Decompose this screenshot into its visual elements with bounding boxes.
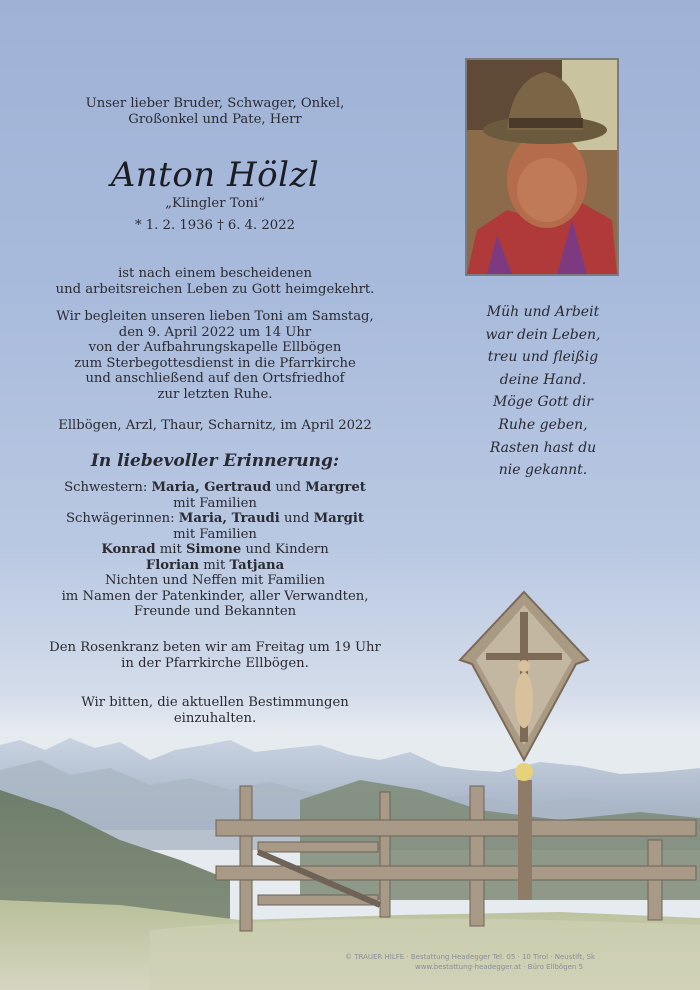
rosary-notice <box>40 640 390 671</box>
verse-line: Möge Gott dir <box>493 394 593 411</box>
rules-note: Wir bitten, die aktuellen Bestimmungen einzuhalten. <box>81 695 349 726</box>
memorial-verse <box>458 301 628 482</box>
mourners-konrad: Konrad mit Simone und Kindern <box>101 542 329 557</box>
funeral-line: von der Aufbahrungskapelle Ellbögen <box>88 340 342 355</box>
nickname-dates-block <box>40 196 390 233</box>
verse-line: Ruhe geben, <box>498 416 588 433</box>
verse-line: nie gekannt. <box>498 462 588 479</box>
places-date: Ellbögen, Arzl, Thaur, Scharnitz, im April 2022 <box>58 418 372 433</box>
intro-block <box>40 96 390 127</box>
rosary-line: Den Rosenkranz beten wir am Freitag um 19 Uhr <box>49 640 381 655</box>
footer-imprint <box>345 952 700 972</box>
footer-line: © TRAUER HILFE · Bestattung Headegger Tel. 05 · 10 Tirol · Neustift, Sk <box>345 953 596 961</box>
funeral-line: Wir begleiten unseren lieben Toni am Samstag, <box>56 309 374 324</box>
mourners-sisters: Schwestern: Maria, Gertraud und Margret <box>64 480 366 495</box>
funeral-line: den 9. April 2022 um 14 Uhr <box>118 324 312 340</box>
verse-line: war dein Leben, <box>485 326 601 343</box>
mourners-friends: Freunde und Bekannten <box>133 604 297 619</box>
life-dates: * 1. 2. 1936 † 6. 4. 2022 <box>135 217 295 233</box>
mourners-sisters-in-law: Schwägerinnen: Maria, Traudi und Margit <box>66 511 364 526</box>
death-notice-line: und arbeitsreichen Leben zu Gott heimgekehrt. <box>55 281 375 297</box>
verse-line: treu und fleißig <box>487 349 599 366</box>
footer-line: www.bestattung-headegger.at · Büro Ellbögen 5 <box>415 963 584 971</box>
mourners-godchildren: im Namen der Patenkinder, aller Verwandten, <box>61 588 369 604</box>
mourners-florian: Florian mit Tatjana <box>145 557 285 573</box>
mourners-families: mit Familien <box>173 526 257 542</box>
memory-title: In liebevoller Erinnerung: <box>90 451 340 471</box>
funeral-line: zum Sterbegottesdienst in die Pfarrkirche <box>74 355 356 371</box>
mourners-list <box>40 480 390 620</box>
verse-line: Rasten hast du <box>489 439 597 456</box>
mourners-nieces: Nichten und Neffen mit Familien <box>104 573 326 588</box>
verse-line: Müh und Arbeit <box>486 304 600 320</box>
portrait-photo <box>465 58 619 276</box>
rosary-line: in der Pfarrkirche Ellbögen. <box>121 655 309 671</box>
deceased-name: Anton Hölzl <box>110 155 320 195</box>
death-notice <box>40 266 390 297</box>
funeral-line: zur letzten Ruhe. <box>157 386 273 402</box>
verse-line: deine Hand. <box>499 371 587 388</box>
intro-line: Unser lieber Bruder, Schwager, Onkel, <box>85 96 345 111</box>
funeral-details <box>40 309 390 402</box>
funeral-line: und anschließend auf den Ortsfriedhof <box>85 371 345 386</box>
death-notice-line: ist nach einem bescheidenen <box>118 266 312 281</box>
nickname: „Klingler Toni“ <box>165 196 265 211</box>
intro-line: Großonkel und Pate, Herr <box>128 111 302 127</box>
mourners-families: mit Familien <box>173 495 257 511</box>
